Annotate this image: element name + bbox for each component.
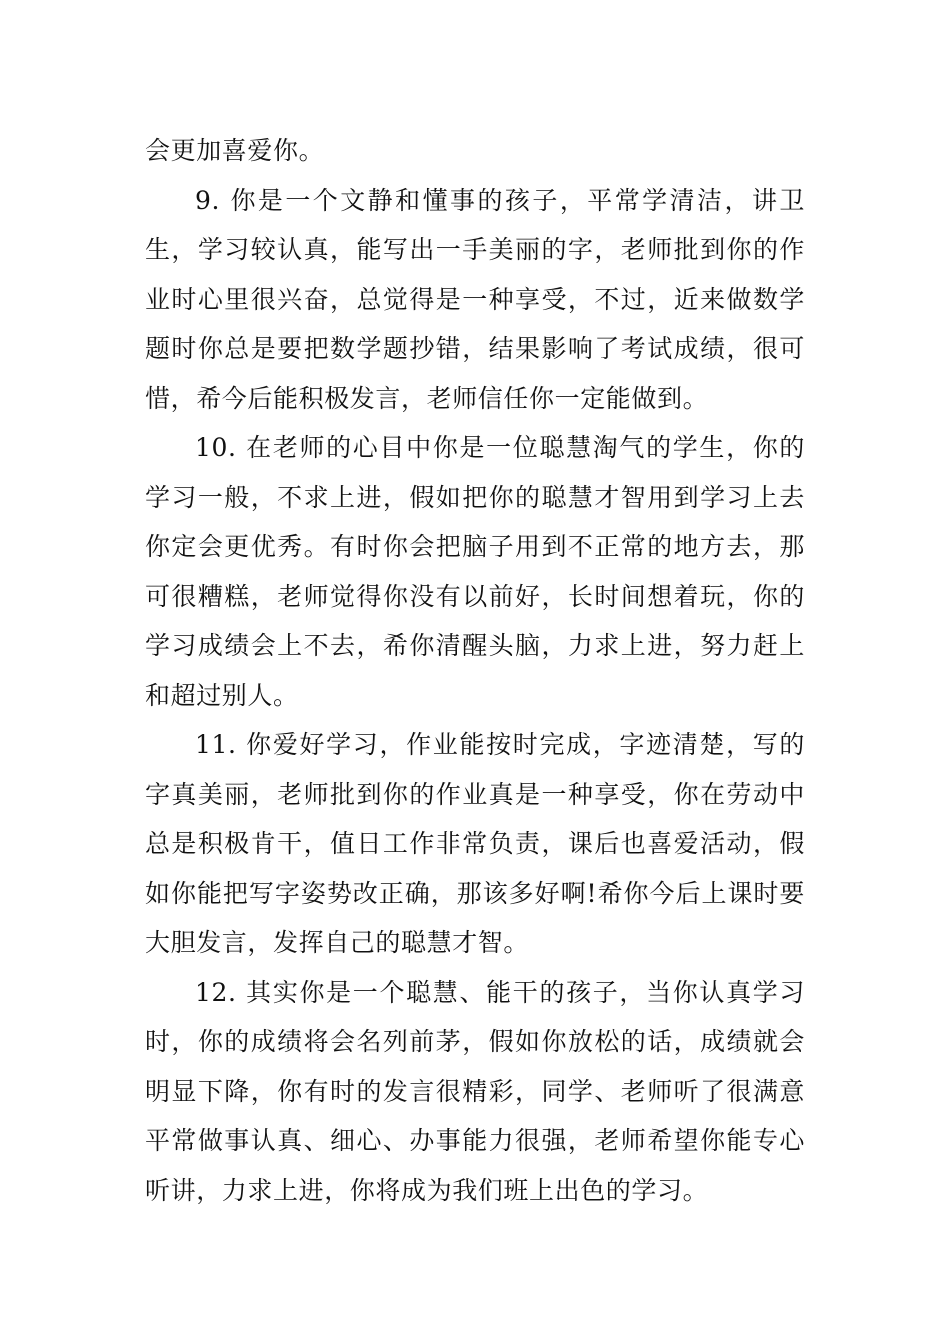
paragraph-item-11: 11. 你爱好学习，作业能按时完成，字迹清楚，写的字真美丽，老师批到你的作业真是一种享受，你在劳动中总是积极肯干，值日工作非常负责，课后也喜爱活动，假如你能把写字姿势改正确，那该多好啊!希你今后上课时要大胆发言，发挥自己的聪慧才智。: [145, 730, 805, 957]
paragraph-item-10: 10. 在老师的心目中你是一位聪慧淘气的学生，你的学习一般，不求上进，假如把你的聪慧才智用到学习上去你定会更优秀。有时你会把脑子用到不正常的地方去，那可很糟糕，老师觉得你没有以前好，长时间想着玩，你的学习成绩会上不去，希你清醒头脑，力求上进，努力赶上和超过别人。: [145, 433, 805, 710]
paragraph-item-12: 12. 其实你是一个聪慧、能干的孩子，当你认真学习时，你的成绩将会名列前茅，假如你放松的话，成绩就会明显下降，你有时的发言很精彩，同学、老师听了很满意平常做事认真、细心、办事能力很强，老师希望你能专心听讲，力求上进，你将成为我们班上出色的学习。: [145, 977, 805, 1205]
paragraph-continuation: 会更加喜爱你。: [145, 136, 325, 165]
document-body: [145, 126, 805, 1215]
paragraph-item-9: 9. 你是一个文静和懂事的孩子，平常学清洁，讲卫生，学习较认真，能写出一手美丽的字，老师批到你的作业时心里很兴奋，总觉得是一种享受，不过，近来做数学题时你总是要把数学题抄错，结果影响了考试成绩，很可惜，希今后能积极发言，老师信任你一定能做到。: [145, 185, 805, 413]
